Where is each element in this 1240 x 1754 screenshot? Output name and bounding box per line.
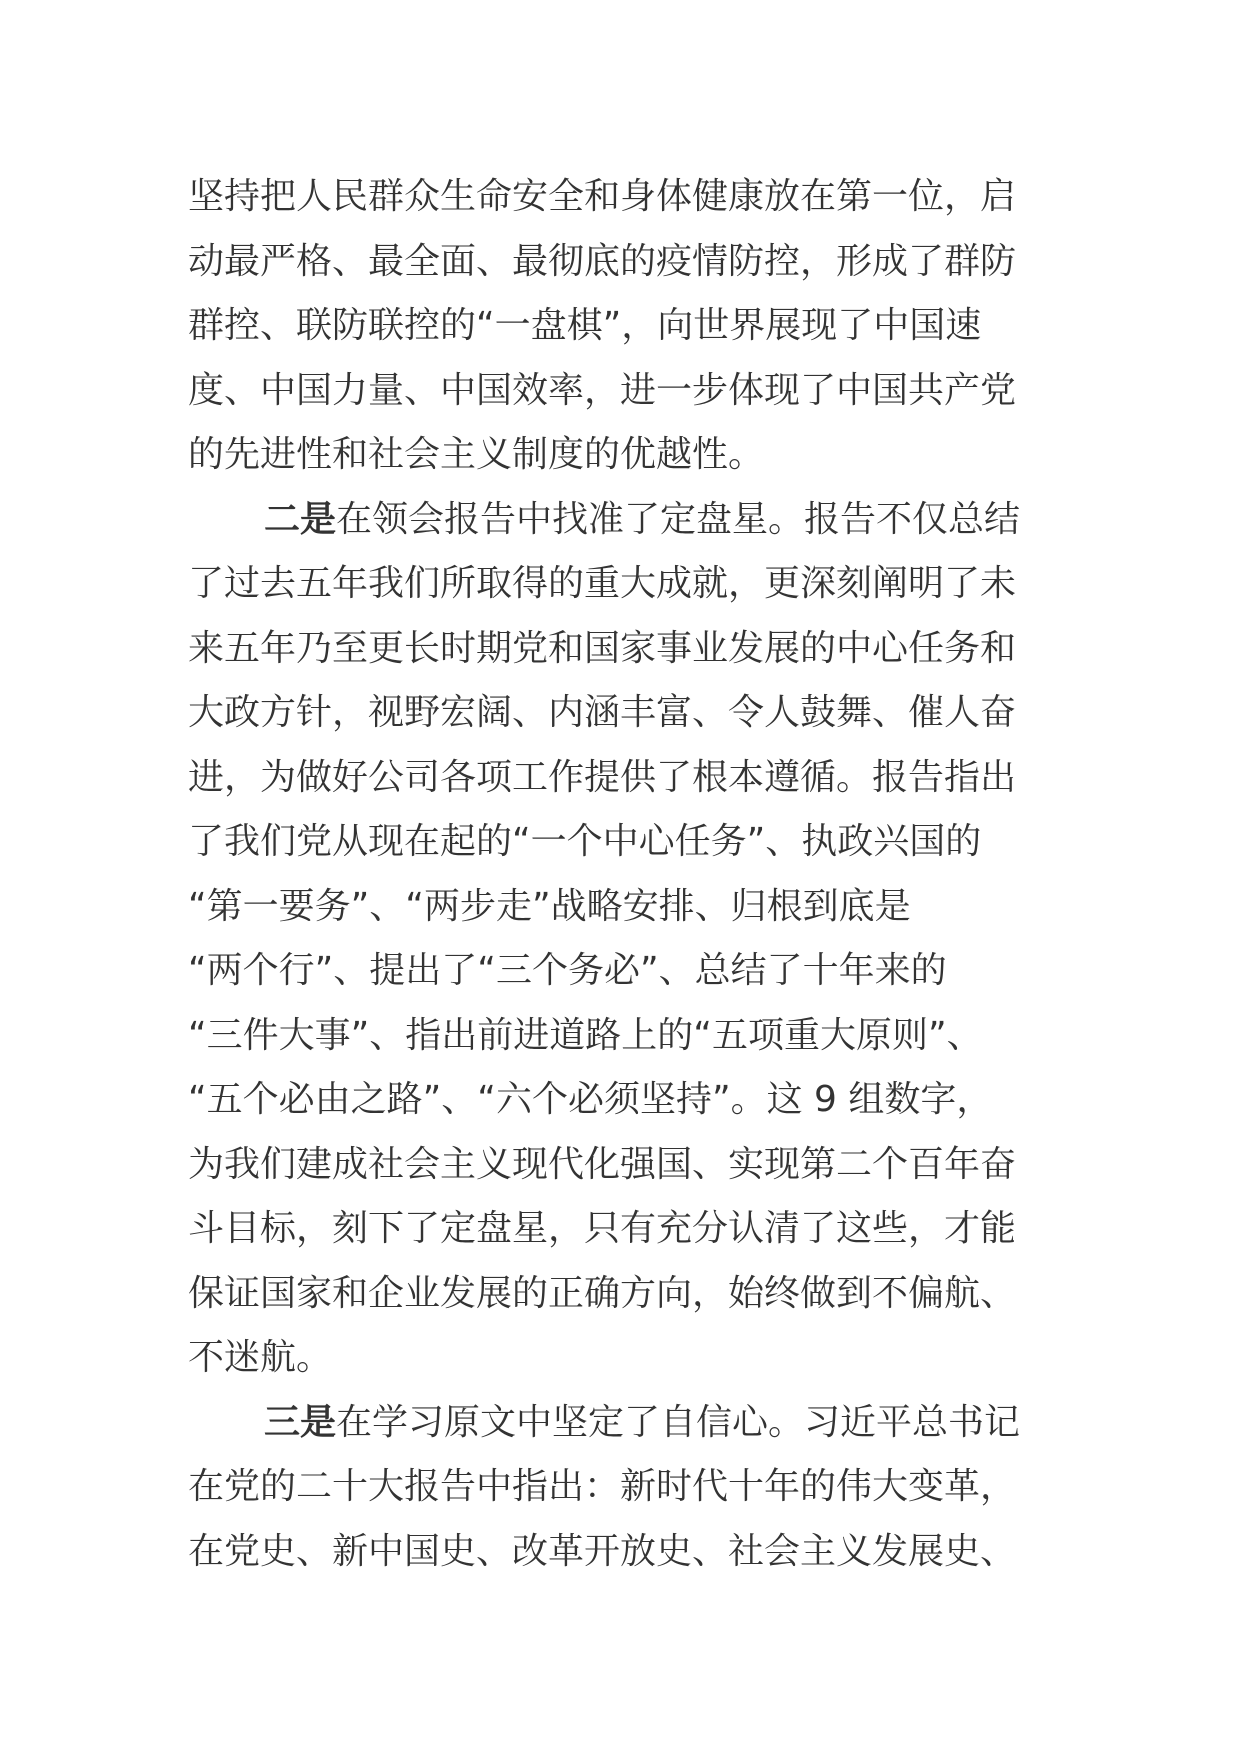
text-line: 了我们党从现在起的“一个中心任务”、执政兴国的 [188, 821, 982, 862]
text-line: 动最严格、最全面、最彻底的疫情防控，形成了群防 [188, 240, 1017, 282]
paragraph-1 [188, 165, 1068, 488]
paragraph-2 [188, 488, 1068, 1391]
text-line: 来五年乃至更长时期党和国家事业发展的中心任务和 [188, 627, 1017, 669]
text-line: “两个行”、提出了“三个务必”、总结了十年来的 [188, 950, 947, 991]
body-text [188, 165, 1068, 1584]
text-line: 度、中国力量、中国效率，进一步体现了中国共产党 [188, 369, 1017, 411]
text-line: 在党的二十大报告中指出：新时代十年的伟大变革， [188, 1466, 1017, 1507]
text-line: 的先进性和社会主义制度的优越性。 [188, 434, 765, 475]
paragraph-first-line [188, 1391, 1068, 1456]
text-line: 群控、联防联控的“一盘棋”，向世界展现了中国速 [188, 305, 982, 346]
paragraph-3 [188, 1391, 1068, 1585]
text-line: “三件大事”、指出前进道路上的“五项重大原则”、 [188, 1014, 983, 1056]
text-line: “第一要务”、“两步走”战略安排、归根到底是 [188, 885, 911, 927]
text-line: 了过去五年我们所取得的重大成就，更深刻阐明了未 [188, 563, 1017, 604]
text-line: 不迷航。 [188, 1337, 333, 1378]
text-line: 在学习原文中坚定了自信心。习近平总书记 [336, 1401, 1021, 1443]
text-line: 进，为做好公司各项工作提供了根本遵循。报告指出 [188, 756, 1017, 798]
paragraph-lead: 二是 [264, 498, 337, 540]
text-line: 坚持把人民群众生命安全和身体健康放在第一位，启 [188, 176, 1017, 217]
paragraph-lead: 三是 [264, 1401, 337, 1443]
paragraph-first-line [188, 488, 1068, 553]
text-line: 在领会报告中找准了定盘星。报告不仅总结 [336, 498, 1021, 540]
text-line: 保证国家和企业发展的正确方向，始终做到不偏航、 [188, 1272, 1017, 1314]
text-line: 大政方针，视野宏阔、内涵丰富、令人鼓舞、催人奋 [188, 692, 1017, 733]
text-line: 斗目标，刻下了定盘星，只有充分认清了这些，才能 [188, 1208, 1017, 1249]
text-line: 为我们建成社会主义现代化强国、实现第二个百年奋 [188, 1143, 1017, 1185]
text-line: “五个必由之路”、“六个必须坚持”。这 9 组数字， [188, 1079, 993, 1120]
text-line: 在党史、新中国史、改革开放史、社会主义发展史、 [188, 1530, 1017, 1572]
